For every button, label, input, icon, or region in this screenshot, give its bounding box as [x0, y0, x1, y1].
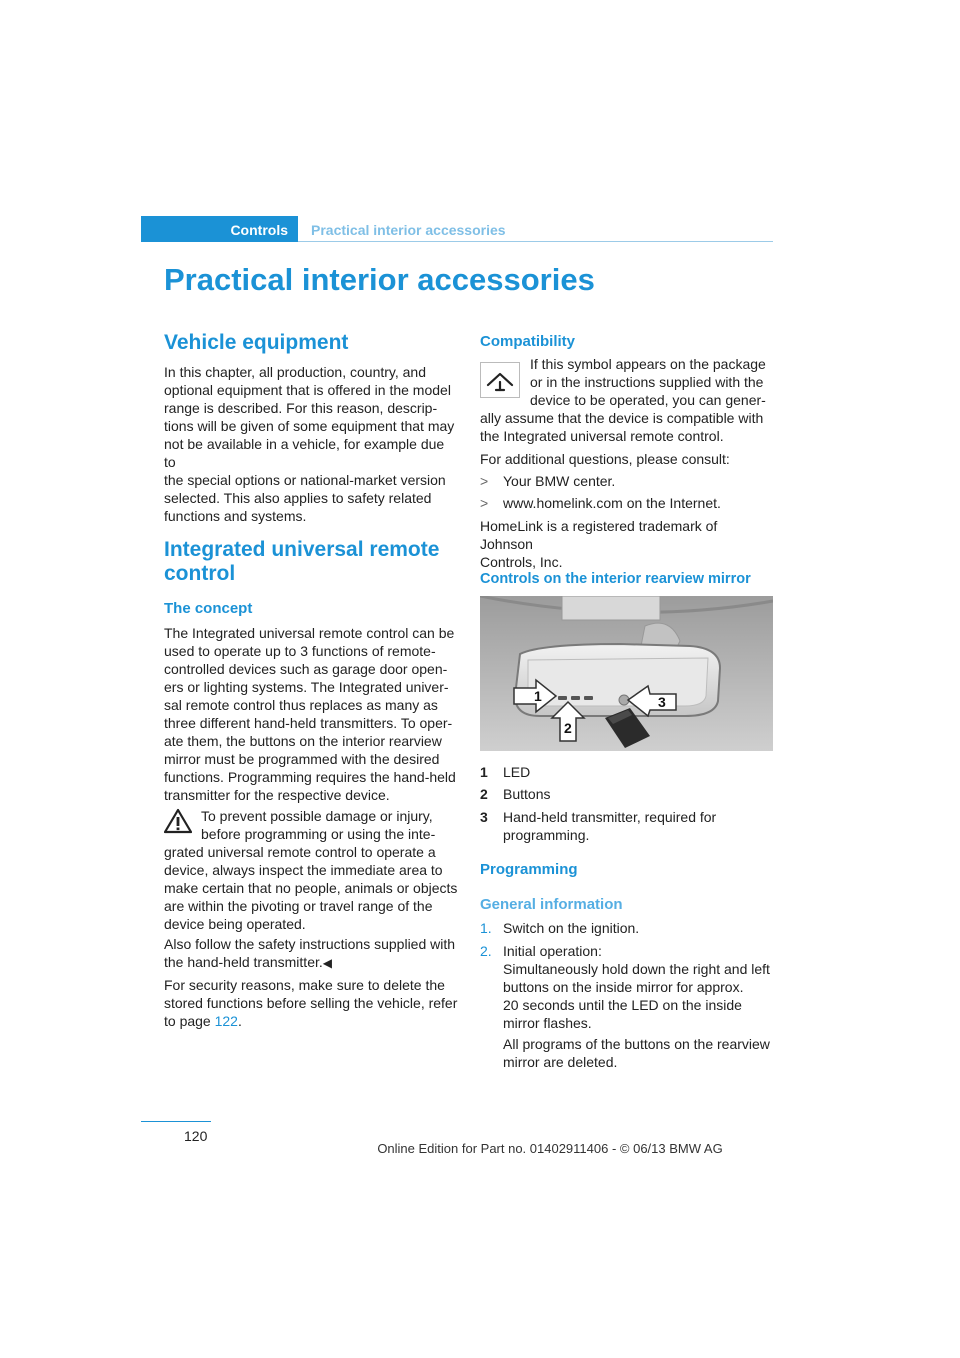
text-line: device being operated.	[164, 916, 306, 932]
text-line-with-end-mark	[164, 953, 459, 972]
compat-text	[480, 409, 773, 445]
figure-label-1: 1	[534, 688, 542, 704]
heading-line: Integrated universal remote	[164, 538, 440, 561]
text-line: functions and systems.	[164, 508, 307, 524]
heading-vehicle-equipment: Vehicle equipment	[164, 331, 349, 354]
text-line: sal remote control thus replaces as many as	[164, 697, 438, 713]
page-link-122[interactable]: 122	[214, 1013, 238, 1029]
legend-number: 2	[480, 786, 488, 802]
bullet-icon: >	[480, 495, 489, 511]
text-line: Also follow the safety instructions supplied with	[164, 936, 456, 952]
step-text: All programs of the buttons on the rearview	[503, 1036, 770, 1052]
step-text: Simultaneously hold down the right and left	[503, 961, 770, 977]
heading-the-concept: The concept	[164, 600, 253, 617]
running-header	[141, 216, 773, 242]
text-line: three different hand-held transmitters. To oper-	[164, 715, 453, 731]
text-line: ally assume that the device is compatible with	[480, 410, 764, 426]
footer-edition-text: Online Edition for Part no. 01402911406 - © 06/13 BMW AG	[377, 1141, 723, 1156]
figure-label-2: 2	[564, 720, 572, 736]
text-line: ate them, the buttons on the interior rearview	[164, 733, 442, 749]
text-line: For security reasons, make sure to delete the	[164, 977, 445, 993]
text-line: before programming or using the inte-	[201, 826, 436, 842]
step-text: Switch on the ignition.	[503, 920, 640, 936]
text-line: Controls, Inc.	[480, 554, 563, 570]
heading-mirror-controls: Controls on the interior rearview mirror	[480, 571, 751, 587]
warning-text-indented	[201, 807, 461, 843]
text-line: ers or lighting systems. The Integrated univer-	[164, 679, 449, 695]
text-line: make certain that no people, animals or objects	[164, 880, 458, 896]
text-line: transmitter for the respective device.	[164, 787, 390, 803]
page-reference-line	[164, 1012, 459, 1030]
step-text: mirror are deleted.	[503, 1054, 618, 1070]
warning-text	[164, 843, 459, 933]
step-text: Initial operation:	[503, 943, 602, 959]
text-fragment: .	[237, 1013, 242, 1029]
compat-text-indented	[530, 355, 775, 409]
text-line: device, always inspect the immediate area to	[164, 862, 443, 878]
text-line: not be available in a vehicle, for example due to	[164, 436, 445, 470]
mirror-figure	[480, 596, 773, 751]
step-text: mirror flashes.	[503, 1015, 592, 1031]
legend-text: programming.	[503, 827, 590, 843]
text-line: the Integrated universal remote control.	[480, 428, 724, 444]
text-line: HomeLink is a registered trademark of Johnson	[480, 518, 718, 552]
text-line: The Integrated universal remote control can be	[164, 625, 455, 641]
legend-number: 1	[480, 764, 488, 780]
step-text: 20 seconds until the LED on the inside	[503, 997, 742, 1013]
heading-line: control	[164, 562, 236, 585]
consult-text: For additional questions, please consult:	[480, 451, 730, 467]
bullet-item: www.homelink.com on the Internet.	[503, 495, 721, 511]
text-line: used to operate up to 3 functions of remote-	[164, 643, 436, 659]
text-line: controlled devices such as garage door open-	[164, 661, 448, 677]
heading-general-information: General information	[480, 896, 623, 913]
step-number: 2.	[480, 943, 492, 959]
step-2-note	[503, 1035, 775, 1071]
bullet-item: Your BMW center.	[503, 473, 616, 489]
text-line: stored functions before selling the vehicle, refer	[164, 995, 458, 1011]
legend-text: Hand-held transmitter, required for	[503, 809, 717, 825]
text-line: or in the instructions supplied with the	[530, 374, 764, 390]
text-line: device to be operated, you can gener-	[530, 392, 766, 408]
step-text: buttons on the inside mirror for approx.	[503, 979, 744, 995]
text-line: selected. This also applies to safety related	[164, 490, 432, 506]
text-line: grated universal remote control to operate a	[164, 844, 436, 860]
header-divider	[298, 241, 773, 242]
heading-programming: Programming	[480, 861, 578, 878]
page-number: 120	[184, 1128, 208, 1144]
header-chapter: Controls	[141, 216, 298, 242]
heading-compatibility: Compatibility	[480, 333, 576, 350]
trademark-text	[480, 517, 773, 571]
warning-triangle-icon	[164, 808, 192, 834]
header-section: Practical interior accessories	[311, 222, 506, 238]
text-line: functions. Programming requires the hand-held	[164, 769, 456, 785]
legend-number: 3	[480, 809, 488, 825]
text-line: To prevent possible damage or injury,	[201, 808, 433, 824]
text-line: range is described. For this reason, descrip-	[164, 400, 438, 416]
step-number: 1.	[480, 920, 492, 936]
security-text	[164, 976, 459, 1030]
footer-divider	[141, 1121, 211, 1122]
legend-text: LED	[503, 764, 531, 780]
step-2-text	[503, 942, 775, 1032]
text-line: the hand-held transmitter.	[164, 954, 323, 970]
text-line: If this symbol appears on the package	[530, 356, 766, 372]
page-title: Practical interior accessories	[164, 262, 595, 297]
text-line: optional equipment that is offered in the model	[164, 382, 451, 398]
figure-label-3: 3	[658, 694, 666, 710]
text-line: the special options or national-market version	[164, 472, 446, 488]
legend-text: Buttons	[503, 786, 551, 802]
text-line: mirror must be programmed with the desired	[164, 751, 440, 767]
text-line: tions will be given of some equipment that may	[164, 418, 455, 434]
text-line: In this chapter, all production, country, and	[164, 364, 427, 380]
legend-text-multiline	[503, 808, 773, 844]
text-line: are within the pivoting or travel range of the	[164, 898, 433, 914]
mirror-illustration	[480, 596, 773, 751]
end-mark-icon: ◀	[322, 956, 332, 970]
text-fragment: to page	[164, 1013, 215, 1029]
safety-instructions-text	[164, 935, 459, 972]
homelink-icon	[480, 362, 520, 398]
vehicle-equipment-text	[164, 363, 459, 525]
concept-text	[164, 624, 459, 804]
heading-iurc	[164, 538, 464, 586]
bullet-icon: >	[480, 473, 489, 489]
